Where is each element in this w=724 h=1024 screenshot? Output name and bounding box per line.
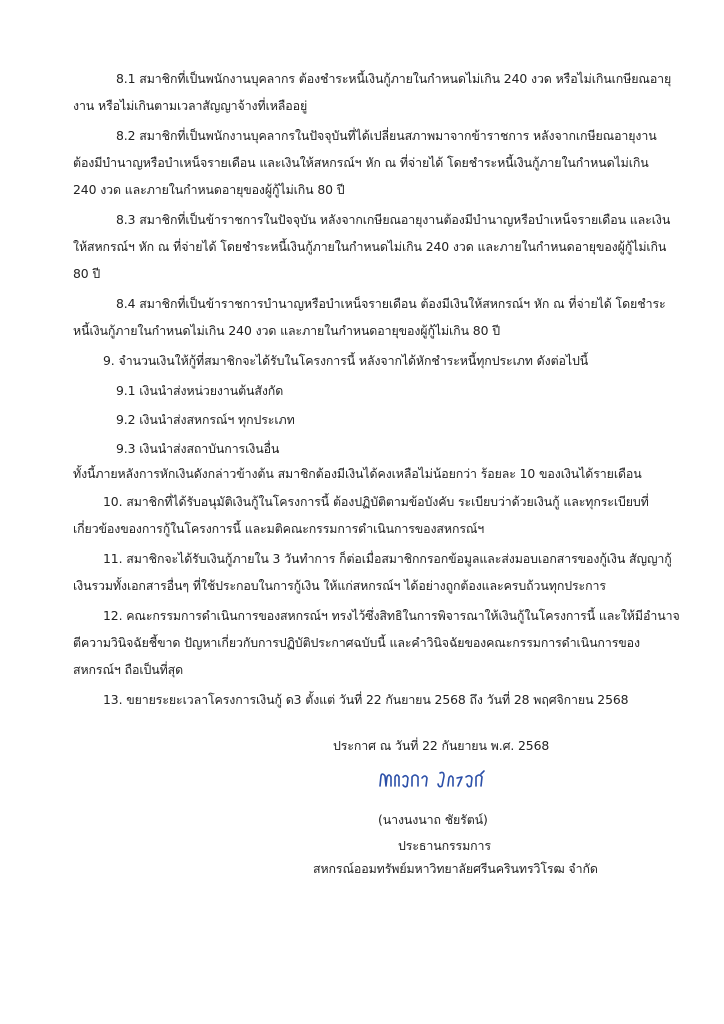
paragraph-8-3-line-3: 80 ปี: [73, 266, 101, 281]
paragraph-11-line-1: 11. สมาชิกจะได้รับเงินกู้ภายใน 3 วันทำการ ก็ต่อเมื่อสมาชิกกรอกข้อมูลและส่งมอบเอกสารของกู้เงิน สัญญากู้: [103, 551, 672, 566]
organization-name: สหกรณ์ออมทรัพย์มหาวิทยาลัยศรีนครินทรวิโรฒ จำกัด: [313, 861, 598, 876]
paragraph-8-2-line-3: 240 งวด และภายในกำหนดอายุของผู้กู้ไม่เกิน 80 ปี: [73, 182, 345, 197]
paragraph-9-note: ทั้งนี้ภายหลังการหักเงินดังกล่าวข้างต้น สมาชิกต้องมีเงินได้คงเหลือไม่น้อยกว่า ร้อยละ 10 ของเงินได้รายเดือน: [73, 466, 642, 481]
paragraph-9: 9. จำนวนเงินให้กู้ที่สมาชิกจะได้รับในโครงการนี้ หลังจากได้หักชำระหนี้ทุกประเภท ดังต่อไปนี้: [103, 353, 589, 368]
handwritten-signature: [378, 768, 488, 790]
paragraph-11-line-2: เงินรวมทั้งเอกสารอื่นๆ ที่ใช้ประกอบในการกู้เงิน ให้แก่สหกรณ์ฯ ได้อย่างถูกต้องและครบถ้วนทุกประการ: [73, 578, 606, 593]
announcement-date: ประกาศ ณ วันที่ 22 กันยายน พ.ศ. 2568: [333, 738, 550, 753]
paragraph-9-3: 9.3 เงินนำส่งสถาบันการเงินอื่น: [116, 441, 280, 456]
signatory-name: (นางนงนาถ ชัยรัตน์): [378, 812, 488, 827]
paragraph-8-1-line-2: งาน หรือไม่เกินตามเวลาสัญญาจ้างที่เหลืออยู่: [73, 98, 308, 113]
paragraph-8-4-line-1: 8.4 สมาชิกที่เป็นข้าราชการบำนาญหรือบำเหน็จรายเดือน ต้องมีเงินให้สหกรณ์ฯ หัก ณ ที่จ่ายได้ โดยชำระ: [116, 296, 666, 311]
paragraph-9-1: 9.1 เงินนำส่งหน่วยงานต้นสังกัด: [116, 383, 284, 398]
signatory-position: ประธานกรรมการ: [398, 838, 491, 853]
paragraph-9-2: 9.2 เงินนำส่งสหกรณ์ฯ ทุกประเภท: [116, 412, 295, 427]
paragraph-13: 13. ขยายระยะเวลาโครงการเงินกู้ ด3 ตั้งแต่ วันที่ 22 กันยายน 2568 ถึง วันที่ 28 พฤศจิกายน 2568: [103, 692, 629, 707]
paragraph-10-line-1: 10. สมาชิกที่ได้รับอนุมัติเงินกู้ในโครงการนี้ ต้องปฏิบัติตามข้อบังคับ ระเบียบว่าด้วยเงินกู้ และทุกระเบียบที่: [103, 494, 649, 509]
paragraph-8-3-line-1: 8.3 สมาชิกที่เป็นข้าราชการในปัจจุบัน หลังจากเกษียณอายุงานต้องมีบำนาญหรือบำเหน็จรายเดือน และเงิน: [116, 212, 671, 227]
paragraph-8-4-line-2: หนี้เงินกู้ภายในกำหนดไม่เกิน 240 งวด และภายในกำหนดอายุของผู้กู้ไม่เกิน 80 ปี: [73, 323, 500, 338]
paragraph-8-1-line-1: 8.1 สมาชิกที่เป็นพนักงานบุคลากร ต้องชำระหนี้เงินกู้ภายในกำหนดไม่เกิน 240 งวด หรือไม่เกินเกษียณอายุ: [116, 71, 672, 86]
paragraph-8-3-line-2: ให้สหกรณ์ฯ หัก ณ ที่จ่ายได้ โดยชำระหนี้เงินกู้ภายในกำหนดไม่เกิน 240 งวด และภายในกำหนดอายุของผู้กู้ไม่เกิน: [73, 239, 667, 254]
paragraph-8-2-line-1: 8.2 สมาชิกที่เป็นพนักงานบุคลากรในปัจจุบันที่ได้เปลี่ยนสภาพมาจากข้าราชการ หลังจากเกษียณอายุงาน: [116, 128, 657, 143]
paragraph-12-line-3: สหกรณ์ฯ ถือเป็นที่สุด: [73, 662, 184, 677]
paragraph-8-2-line-2: ต้องมีบำนาญหรือบำเหน็จรายเดือน และเงินให้สหกรณ์ฯ หัก ณ ที่จ่ายได้ โดยชำระหนี้เงินกู้ภายในกำหนดไม่เกิน: [73, 155, 649, 170]
paragraph-12-line-1: 12. คณะกรรมการดำเนินการของสหกรณ์ฯ ทรงไว้ซึ่งสิทธิในการพิจารณาให้เงินกู้ในโครงการนี้ และให้มีอำนาจ: [103, 608, 680, 623]
paragraph-12-line-2: ตีความวินิจฉัยชี้ขาด ปัญหาเกี่ยวกับการปฏิบัติประกาศฉบับนี้ และคำวินิจฉัยของคณะกรรมการดำเนินการของ: [73, 635, 640, 650]
paragraph-10-line-2: เกี่ยวข้องของการกู้ในโครงการนี้ และมติคณะกรรมการดำเนินการของสหกรณ์ฯ: [73, 521, 485, 536]
